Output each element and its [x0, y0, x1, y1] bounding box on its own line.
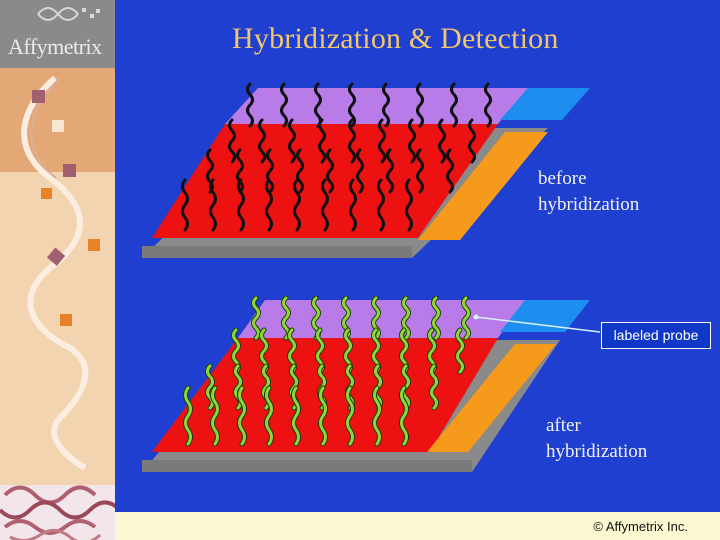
before-label-line2: hybridization: [538, 194, 640, 215]
after-label-line2: hybridization: [546, 441, 648, 462]
chip-after: [142, 298, 590, 472]
footer: [115, 512, 720, 540]
after-label-line1: after: [546, 415, 581, 436]
copyright-text: © Affymetrix Inc.: [593, 519, 688, 534]
brand-name: Affymetrix: [8, 34, 102, 59]
labeled-probe-callout: labeled probe: [601, 322, 711, 349]
chip-before: [142, 84, 590, 258]
after-hybridization-label: [546, 413, 647, 465]
before-label-line1: before: [538, 168, 587, 189]
before-hybridization-label: [538, 166, 639, 218]
slide-title: Hybridization & Detection: [232, 22, 559, 55]
